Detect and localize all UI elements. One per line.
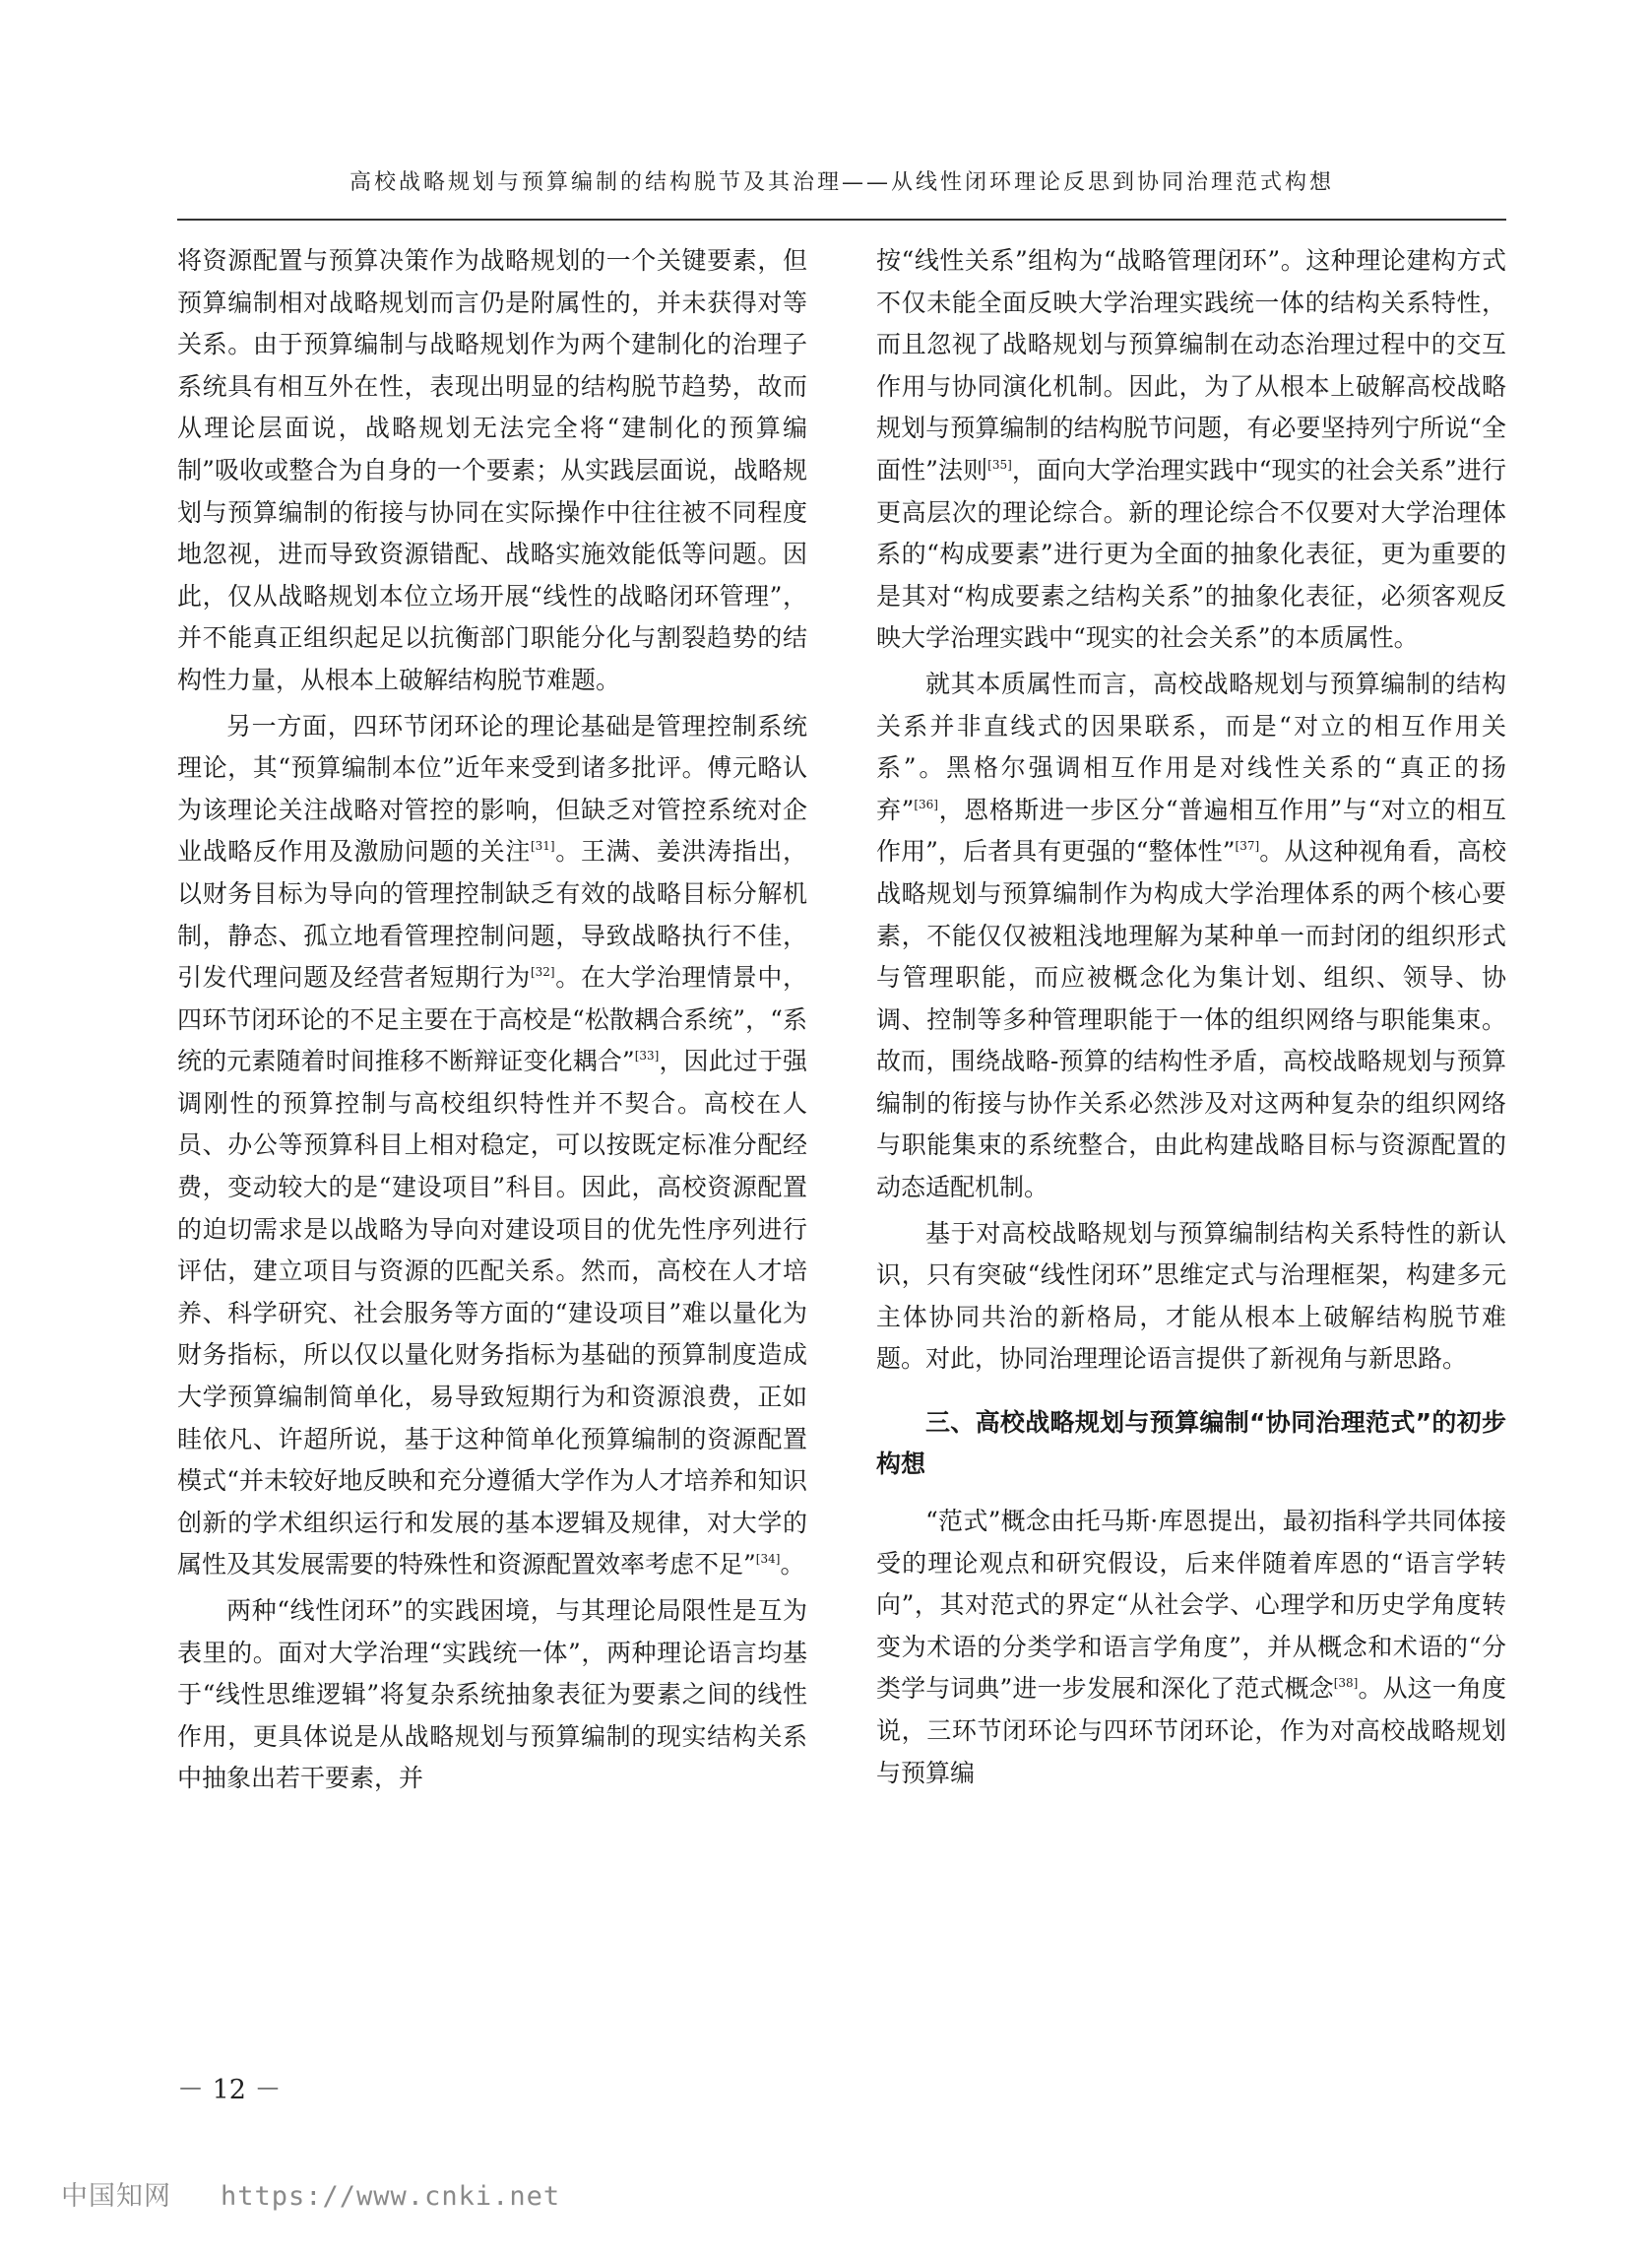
section-heading: 三、高校战略规划与预算编制“协同治理范式”的初步构想 [876, 1408, 1506, 1479]
citation-ref: [37] [1235, 839, 1260, 854]
paragraph-text: 。 [780, 1550, 805, 1580]
running-header: 高校战略规划与预算编制的结构脱节及其治理——从线性闭环理论反思到协同治理范式构想 [349, 170, 1334, 195]
paragraph-text: 按“线性关系”组构为“战略管理闭环”。这种理论建构方式不仅未能全面反映大学治理实践统一体的结构关系特性，而且忽视了战略规划与预算编制在动态治理过程中的交互作用与协同演化机制。因此，为了从根本上破解高校战略规划与预算编制的结构脱节问题，有必要坚持列宁所说“全面性”法则 [876, 246, 1506, 484]
paragraph-text: ，因此过于强调刚性的预算控制与高校组织特性并不契合。高校在人员、办公等预算科目上相对稳定，可以按既定标准分配经费，变动较大的是“建设项目”科目。因此，高校资源配置的迫切需求是以战略为导向对建设项目的优先性序列进行评估，建立项目与资源的匹配关系。然而，高校在人才培养、科学研究、社会服务等方面的“建设项目”难以量化为财务指标，所以仅以量化财务指标为基础的预算制度造成大学预算编制简单化，易导致短期行为和资源浪费，正如眭依凡、许超所说，基于这种简单化预算编制的资源配置模式“并未较好地反映和充分遵循大学作为人才培养和知识创新的学术组织运行和发展的基本逻辑及规律，对大学的属性及其发展需要的特殊性和资源配置效率考虑不足” [177, 1047, 807, 1580]
citation-ref: [32] [530, 965, 555, 980]
paragraph-text: 就其本质属性而言，高校战略规划与预算编制的结构关系并非直线式的因果联系，而是“对立的相互作用关系”。黑格尔强调相互作用是对线性关系的“真正的扬弃” [876, 669, 1506, 824]
paragraph-text: ，恩格斯进一步区分“普遍相互作用”与“对立的相互作用”，后者具有更强的“整体性” [876, 795, 1506, 867]
paragraph [177, 706, 807, 1586]
right-column [876, 240, 1506, 1794]
paragraph-text: 。在大学治理情景中，四环节闭环论的不足主要在于高校是“松散耦合系统”，“系统的元素随着时间推移不断辩证变化耦合” [177, 963, 807, 1076]
paragraph [876, 664, 1506, 1209]
header-rule [177, 219, 1506, 221]
citation-ref: [34] [755, 1552, 781, 1567]
paragraph-text: 基于对高校战略规划与预算编制结构关系特性的新认识，只有突破“线性闭环”思维定式与治理框架，构建多元主体协同共治的新格局，才能从根本上破解结构脱节难题。对此，协同治理理论语言提供了新视角与新思路。 [876, 1218, 1506, 1374]
citation-ref: [38] [1333, 1676, 1359, 1691]
watermark [61, 2174, 560, 2213]
paragraph [177, 240, 807, 702]
paragraph [876, 1213, 1506, 1381]
page-number: － 12 － [177, 2075, 282, 2105]
paragraph-text: 两种“线性闭环”的实践困境，与其理论局限性是互为表里的。面对大学治理“实践统一体”，两种理论语言均基于“线性思维逻辑”将复杂系统抽象表征为要素之间的线性作用，更具体说是从战略规划与预算编制的现实结构关系中抽象出若干要素，并 [177, 1596, 807, 1793]
citation-ref: [35] [987, 457, 1012, 472]
watermark-logo: 中国知网 [61, 2181, 171, 2212]
paragraph-text: “范式”概念由托马斯·库恩提出，最初指科学共同体接受的理论观点和研究假设，后来伴随着库恩的“语言学转向”，其对范式的界定“从社会学、心理学和历史学角度转变为术语的分类学和语言学角度”，并从概念和术语的“分类学与词典”进一步发展和深化了范式概念 [876, 1507, 1506, 1704]
paragraph-text: 。从这一角度说，三环节闭环论与四环节闭环论，作为对高校战略规划与预算编 [876, 1674, 1506, 1787]
citation-ref: [36] [914, 797, 938, 811]
left-column [177, 240, 807, 1800]
paragraph [876, 240, 1506, 660]
paragraph [177, 1590, 807, 1800]
paragraph-text: 另一方面，四环节闭环论的理论基础是管理控制系统理论，其“预算编制本位”近年来受到诸多批评。傅元略认为该理论关注战略对管控的影响，但缺乏对管控系统对企业战略反作用及激励问题的关注 [177, 711, 807, 867]
citation-ref: [33] [634, 1049, 660, 1064]
paragraph [876, 1501, 1506, 1794]
watermark-url: https://www.cnki.net [221, 2181, 561, 2212]
paragraph-text: 。从这种视角看，高校战略规划与预算编制作为构成大学治理体系的两个核心要素，不能仅仅被粗浅地理解为某种单一而封闭的组织形式与管理职能，而应被概念化为集计划、组织、领导、协调、控制等多种管理职能于一体的组织网络与职能集束。故而，围绕战略-预算的结构性矛盾，高校战略规划与预算编制的衔接与协作关系必然涉及对这两种复杂的组织网络与职能集束的系统整合，由此构建战略目标与资源配置的动态适配机制。 [876, 837, 1506, 1202]
paragraph-text: 将资源配置与预算决策作为战略规划的一个关键要素，但预算编制相对战略规划而言仍是附属性的，并未获得对等关系。由于预算编制与战略规划作为两个建制化的治理子系统具有相互外在性，表现出明显的结构脱节趋势，故而从理论层面说，战略规划无法完全将“建制化的预算编制”吸收或整合为自身的一个要素；从实践层面说，战略规划与预算编制的衔接与协同在实际操作中往往被不同程度地忽视，进而导致资源错配、战略实施效能低等问题。因此，仅从战略规划本位立场开展“线性的战略闭环管理”，并不能真正组织起足以抗衡部门职能分化与割裂趋势的结构性力量，从根本上破解结构脱节难题。 [177, 246, 807, 694]
citation-ref: [31] [530, 839, 555, 854]
paragraph-text: ，面向大学治理实践中“现实的社会关系”进行更高层次的理论综合。新的理论综合不仅要对大学治理体系的“构成要素”进行更为全面的抽象化表征，更为重要的是其对“构成要素之结构关系”的抽象化表征，必须客观反映大学治理实践中“现实的社会关系”的本质属性。 [876, 455, 1506, 653]
paragraph-text: 。王满、姜洪涛指出，以财务目标为导向的管理控制缺乏有效的战略目标分解机制，静态、孤立地看管理控制问题，导致战略执行不佳，引发代理问题及经营者短期行为 [177, 837, 807, 993]
